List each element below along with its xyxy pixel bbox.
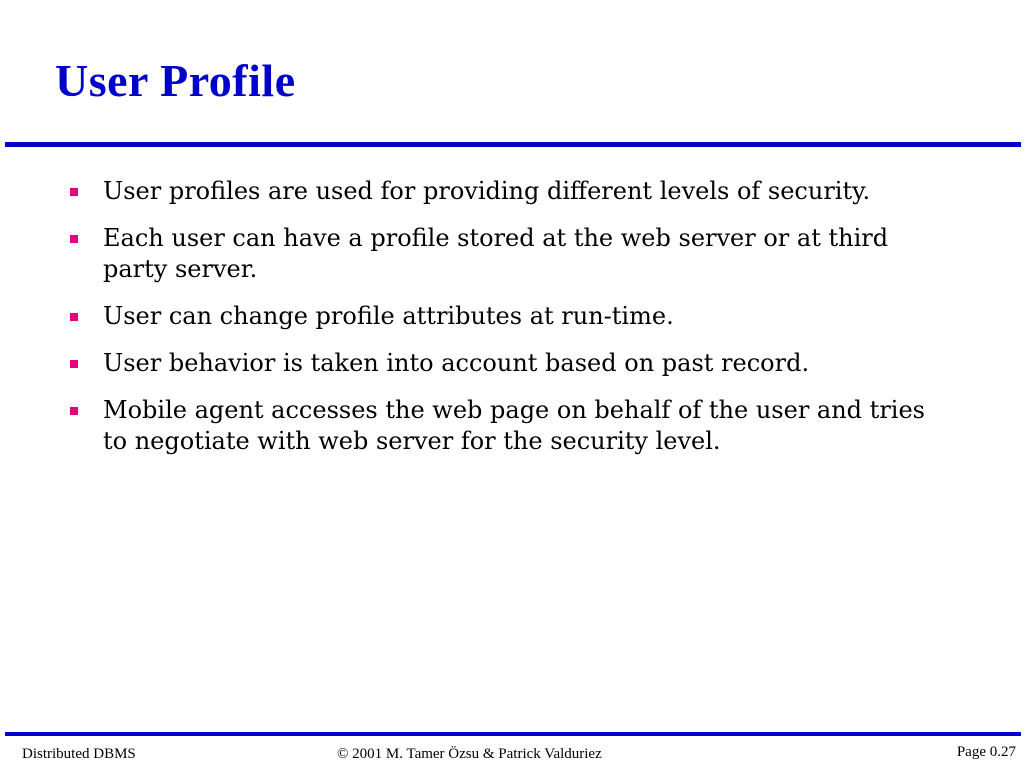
- bullet-text: Mobile agent accesses the web page on behalf of the user and tries to negotiate with web server for the security level.: [103, 396, 925, 455]
- list-item: [70, 395, 930, 457]
- footer-page-number: Page 0.27: [956, 744, 1016, 760]
- title-divider: [5, 142, 1021, 147]
- bullet-text: User profiles are used for providing different levels of security.: [103, 177, 871, 205]
- footer-divider: [5, 732, 1021, 736]
- bullet-list: [70, 176, 930, 473]
- list-item: [70, 176, 930, 207]
- list-item: [70, 348, 930, 379]
- footer-copyright: © 2001 M. Tamer Özsu & Patrick Valduriez: [337, 746, 602, 762]
- square-bullet-icon: [70, 407, 78, 415]
- list-item: [70, 301, 930, 332]
- bullet-text: User behavior is taken into account based on past record.: [103, 349, 810, 377]
- slide-title: User Profile: [55, 55, 296, 106]
- bullet-text: Each user can have a profile stored at the web server or at third party server.: [103, 224, 889, 283]
- list-item: [70, 223, 930, 285]
- footer-course: Distributed DBMS: [22, 746, 136, 762]
- bullet-text: User can change profile attributes at run-time.: [103, 302, 674, 330]
- square-bullet-icon: [70, 235, 78, 243]
- square-bullet-icon: [70, 360, 78, 368]
- square-bullet-icon: [70, 313, 78, 321]
- square-bullet-icon: [70, 188, 78, 196]
